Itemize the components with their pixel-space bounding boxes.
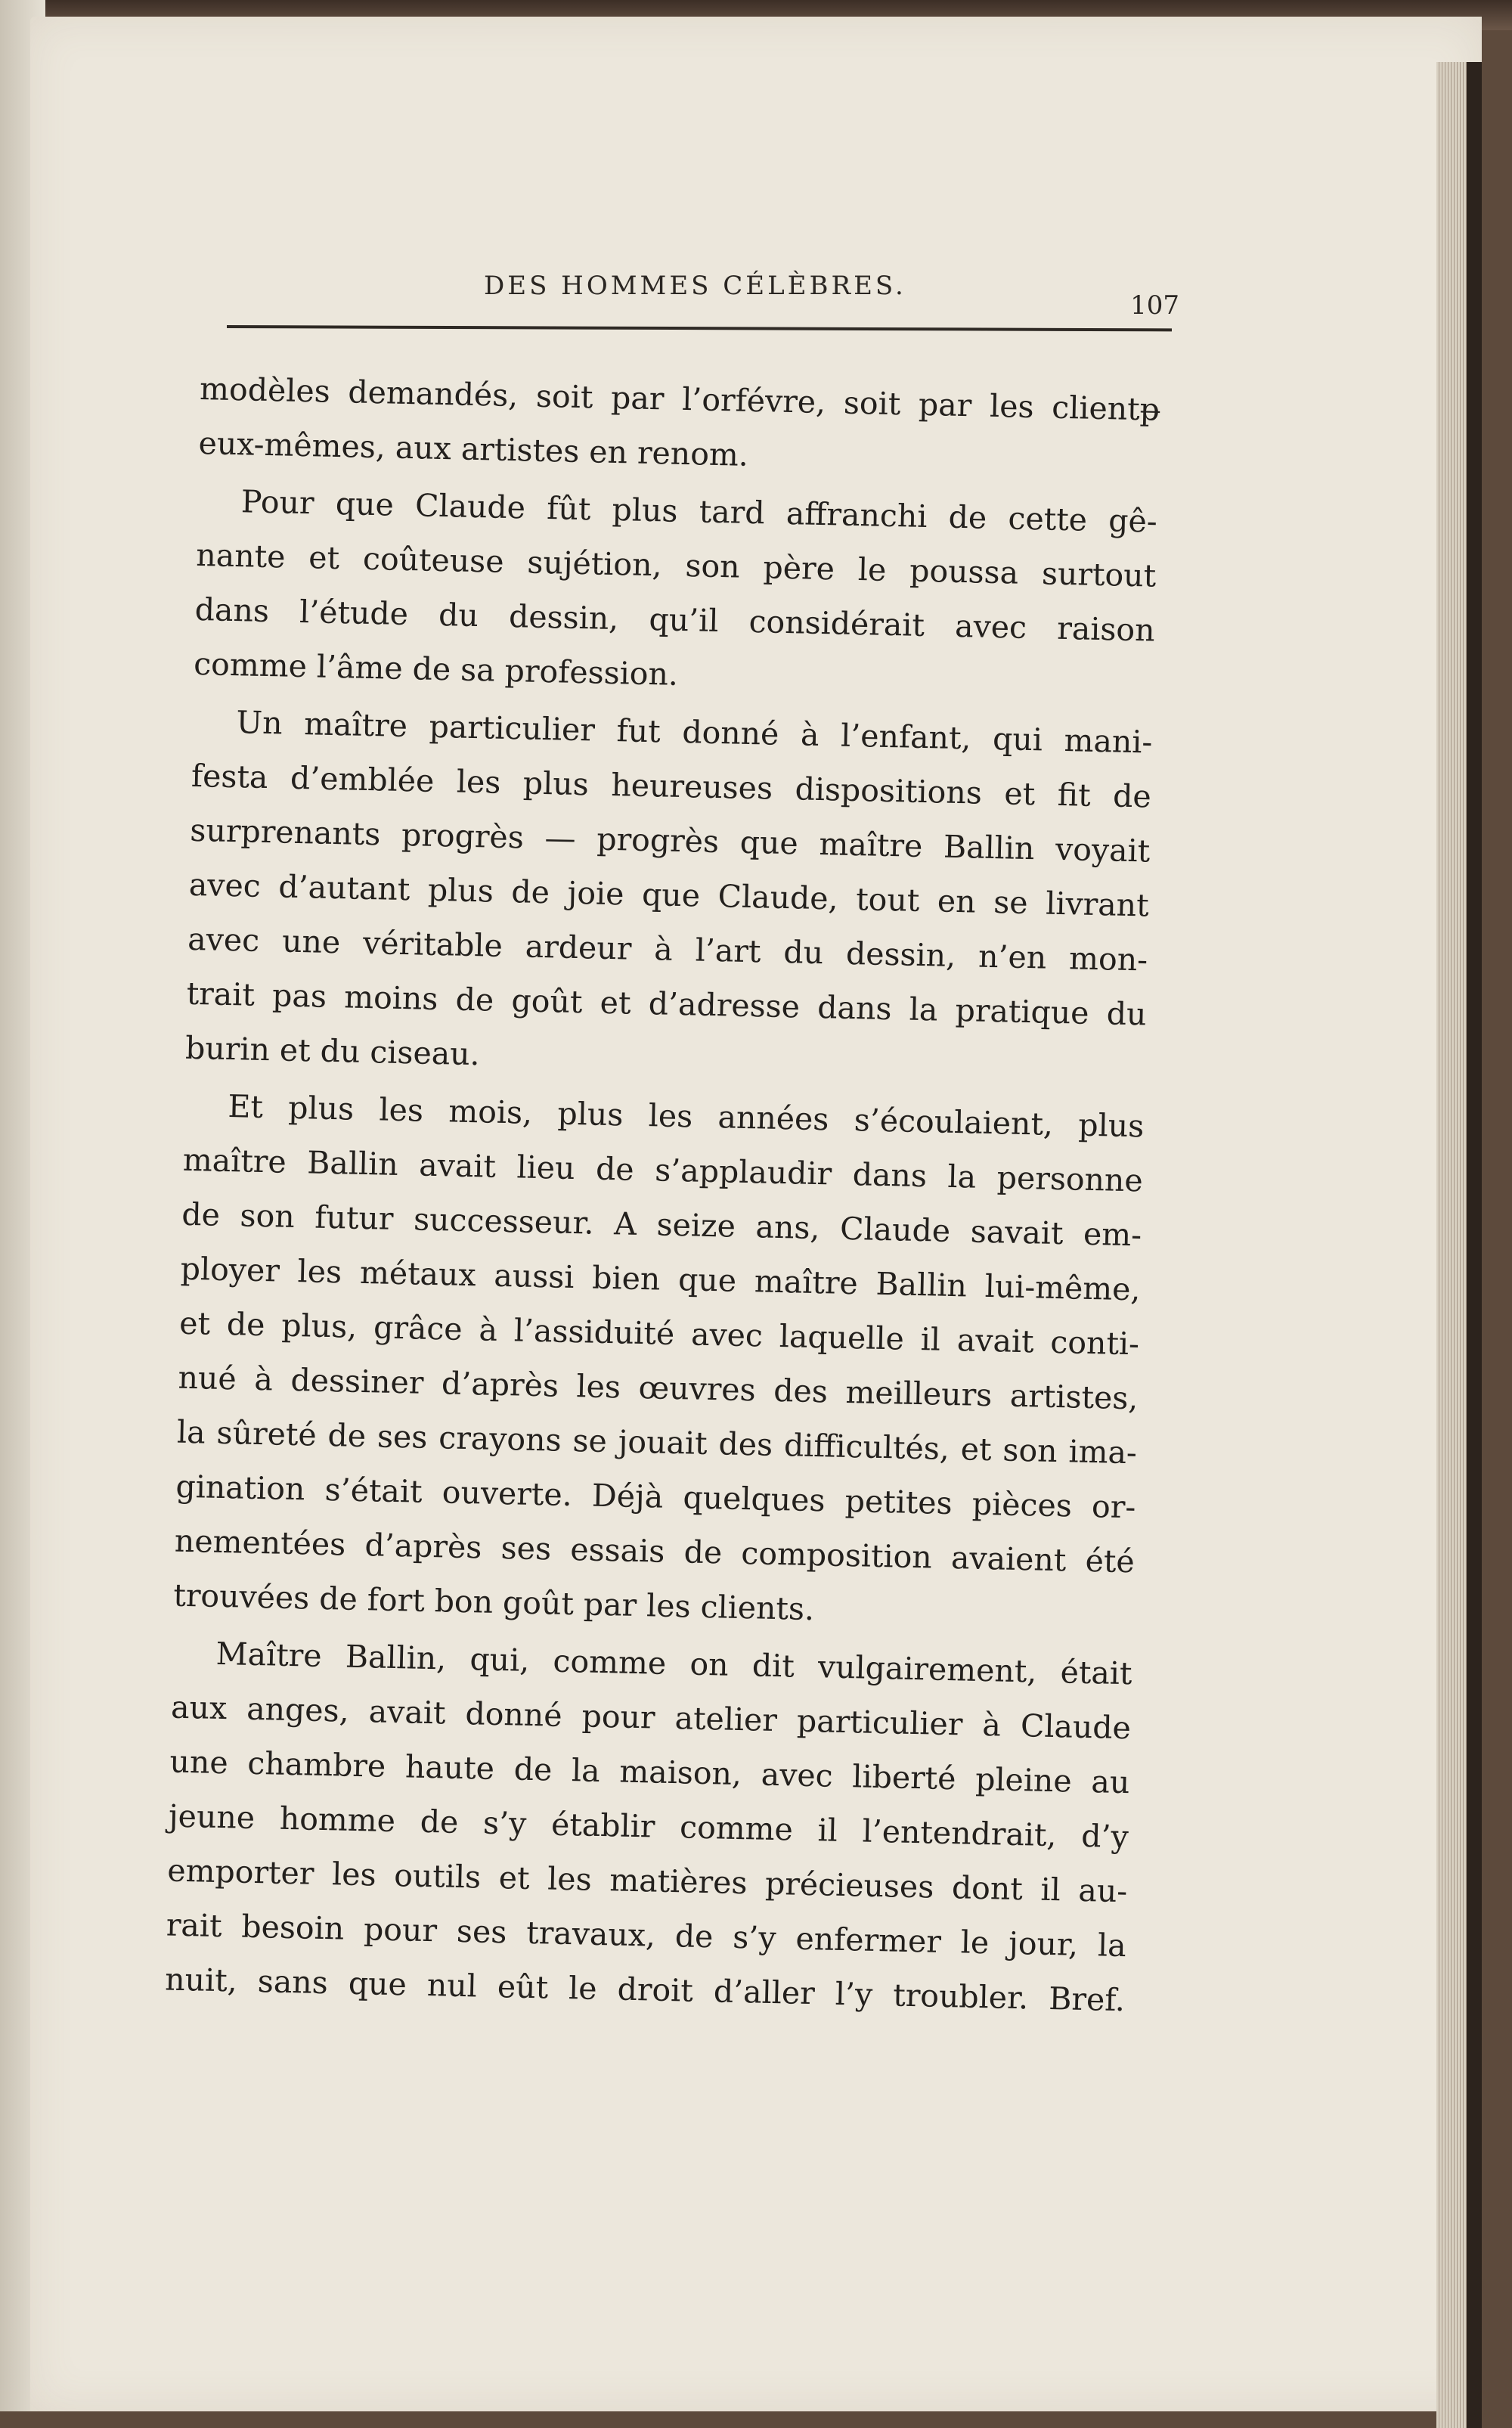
text-line: rait besoin pour ses travaux, de s’y enfermer le jour, la <box>166 1906 1127 1964</box>
text-line: ployer les métaux aussi bien que maître Ballin lui-même, <box>180 1250 1142 1308</box>
text-line: trait pas moins de goût et d’adresse dans la pratique du <box>186 975 1147 1033</box>
text-line: avec une véritable ardeur à l’art du dessin, n’en mon- <box>187 920 1148 978</box>
page-number: 107 <box>1130 290 1179 321</box>
text-line: Pour que Claude fût plus tard affranchi de cette gê- <box>240 483 1158 540</box>
text-line: dans l’étude du dessin, qu’il considérait avec raison <box>194 591 1156 649</box>
text-line: la sûreté de ses crayons se jouait des difficultés, et son ima- <box>176 1413 1138 1471</box>
text-line: avec d’autant plus de joie que Claude, tout en se livrant <box>188 866 1150 924</box>
running-title: DES HOMMES CÉLÈBRES. <box>484 271 906 301</box>
book-cover-edge <box>1467 62 1482 2428</box>
text-line: et de plus, grâce à l’assiduité avec laquelle il avait conti- <box>178 1304 1140 1363</box>
text-line: Maître Ballin, qui, comme on dit vulgairement, était <box>215 1635 1132 1692</box>
text-line: eux-mêmes, aux artistes en renom. <box>198 424 749 473</box>
text-line: maître Ballin avait lieu de s’applaudir dans la personne <box>182 1141 1144 1199</box>
text-line: gination s’était ouverte. Déjà quelques petites pièces or- <box>175 1468 1136 1526</box>
text-line: nementées d’après ses essais de composition avaient été <box>174 1522 1136 1580</box>
text-line: nué à dessiner d’après les œuvres des meilleurs artistes, <box>178 1359 1139 1417</box>
text-line: burin et du ciseau. <box>184 1029 481 1073</box>
text-line: jeune homme de s’y établir comme il l’entendrait, d’y <box>168 1797 1129 1856</box>
text-line: comme l’âme de sa profession. <box>193 645 679 693</box>
text-line: une chambre haute de la maison, avec liberté pleine au <box>169 1743 1130 1801</box>
page-header <box>227 265 1179 325</box>
body-text <box>165 361 1160 2027</box>
paragraph <box>198 361 1160 491</box>
paragraph <box>193 473 1157 712</box>
text-line: trouvées de fort bon goût par les clients. <box>172 1577 815 1628</box>
paragraph <box>165 1626 1133 2028</box>
text-line: festa d’emblée les plus heureuses dispositions et fit de <box>191 757 1152 815</box>
text-line: aux anges, avait donné pour atelier particulier à Claude <box>170 1688 1132 1747</box>
text-line: Et plus les mois, plus les années s’écoulaient, plus <box>227 1088 1145 1145</box>
text-line: modèles demandés, soit par l’orfévre, soit par les clientᵽ <box>199 370 1160 428</box>
text-line: surprenants progrès — progrès que maître Ballin voyait <box>189 811 1151 870</box>
paragraph <box>184 694 1153 1096</box>
text-line: nuit, sans que nul eût le droit d’aller l’y troubler. Bref. <box>164 1961 1126 2019</box>
text-line: de son futur successeur. A seize ans, Claude savait em- <box>181 1195 1142 1254</box>
text-line: emporter les outils et les matières précieuses dont il au- <box>166 1852 1128 1910</box>
text-line: Un maître particulier fut donné à l’enfant, qui mani- <box>236 704 1153 761</box>
paragraph <box>173 1078 1145 1644</box>
text-line: nante et coûteuse sujétion, son père le poussa surtout <box>195 536 1157 594</box>
